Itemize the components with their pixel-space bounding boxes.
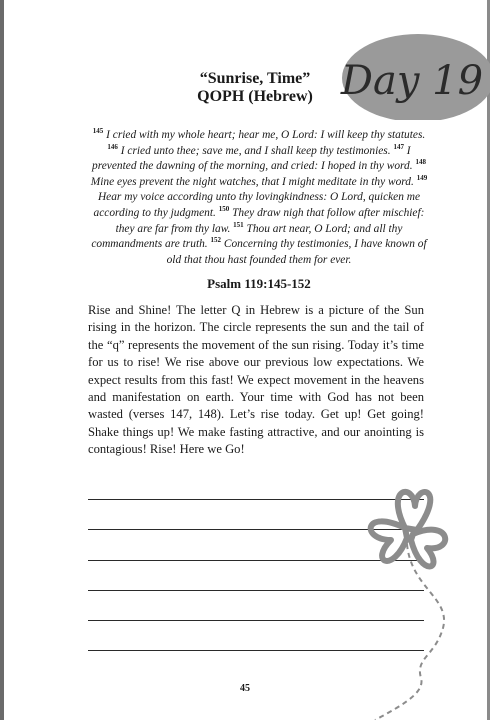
verse-number: 147: [393, 142, 404, 151]
page-edge-left: [0, 0, 4, 720]
title-line-2: QOPH (Hebrew): [197, 88, 313, 105]
verse-text: I prevented the dawning of the morning, and cried: I hoped in thy word.: [92, 144, 413, 173]
title-line-1: “Sunrise, Time”: [199, 70, 311, 87]
day-badge: [340, 32, 490, 120]
page-title: [150, 70, 360, 106]
scripture-passage: [88, 128, 430, 268]
verse-number: 150: [218, 205, 230, 214]
verse-text: Thou art near, O Lord; and all thy commandments are truth.: [91, 222, 403, 251]
verse-text: I cried with my whole heart; hear me, O Lord: I will keep thy statutes.: [106, 129, 426, 141]
verse-number: 145: [92, 127, 104, 136]
page-number: 45: [240, 683, 250, 694]
verse-number: 149: [416, 173, 428, 182]
verse-text: Concerning thy testimonies, I have known of old that thou hast founded them for ever.: [166, 238, 427, 266]
verse-number: 148: [415, 158, 426, 167]
verse-text: Mine eyes prevent the night watches, that I might meditate in thy word.: [90, 175, 414, 188]
verse-number: 146: [107, 142, 118, 151]
scripture-reference: Psalm 119:145-152: [207, 276, 311, 291]
devotional-text: Rise and Shine! The letter Q in Hebrew is a picture of the Sun rising in the horizon. The circle represents the sun and the tail of the “q” represents the movement of the sun rising. Today it’s time for us to rise! We rise above our previous low expectations. We expect results from this fast! We expect movement in the heavens and manifestation on earth. Your time with God has not been wasted (verses 147, 148). Let’s rise today. Get up! Get going! Shake things up! We make fasting attractive, and our anointing is contagious! Rise! Here we Go!: [88, 303, 424, 457]
verse: [107, 142, 391, 157]
verse: [93, 129, 425, 141]
verse-text: I cried unto thee; save me, and I shall keep thy testimonies.: [120, 144, 391, 157]
verse-text: They draw nigh that follow after mischief: they are far from thy law.: [115, 206, 425, 235]
day-badge-text: Day 19: [340, 58, 484, 104]
verse-number: 151: [233, 220, 244, 229]
verse-number: 152: [210, 236, 222, 245]
verse-text: Hear my voice according unto thy lovingkindness: O Lord, quicken me according to thy judgment.: [93, 191, 421, 219]
